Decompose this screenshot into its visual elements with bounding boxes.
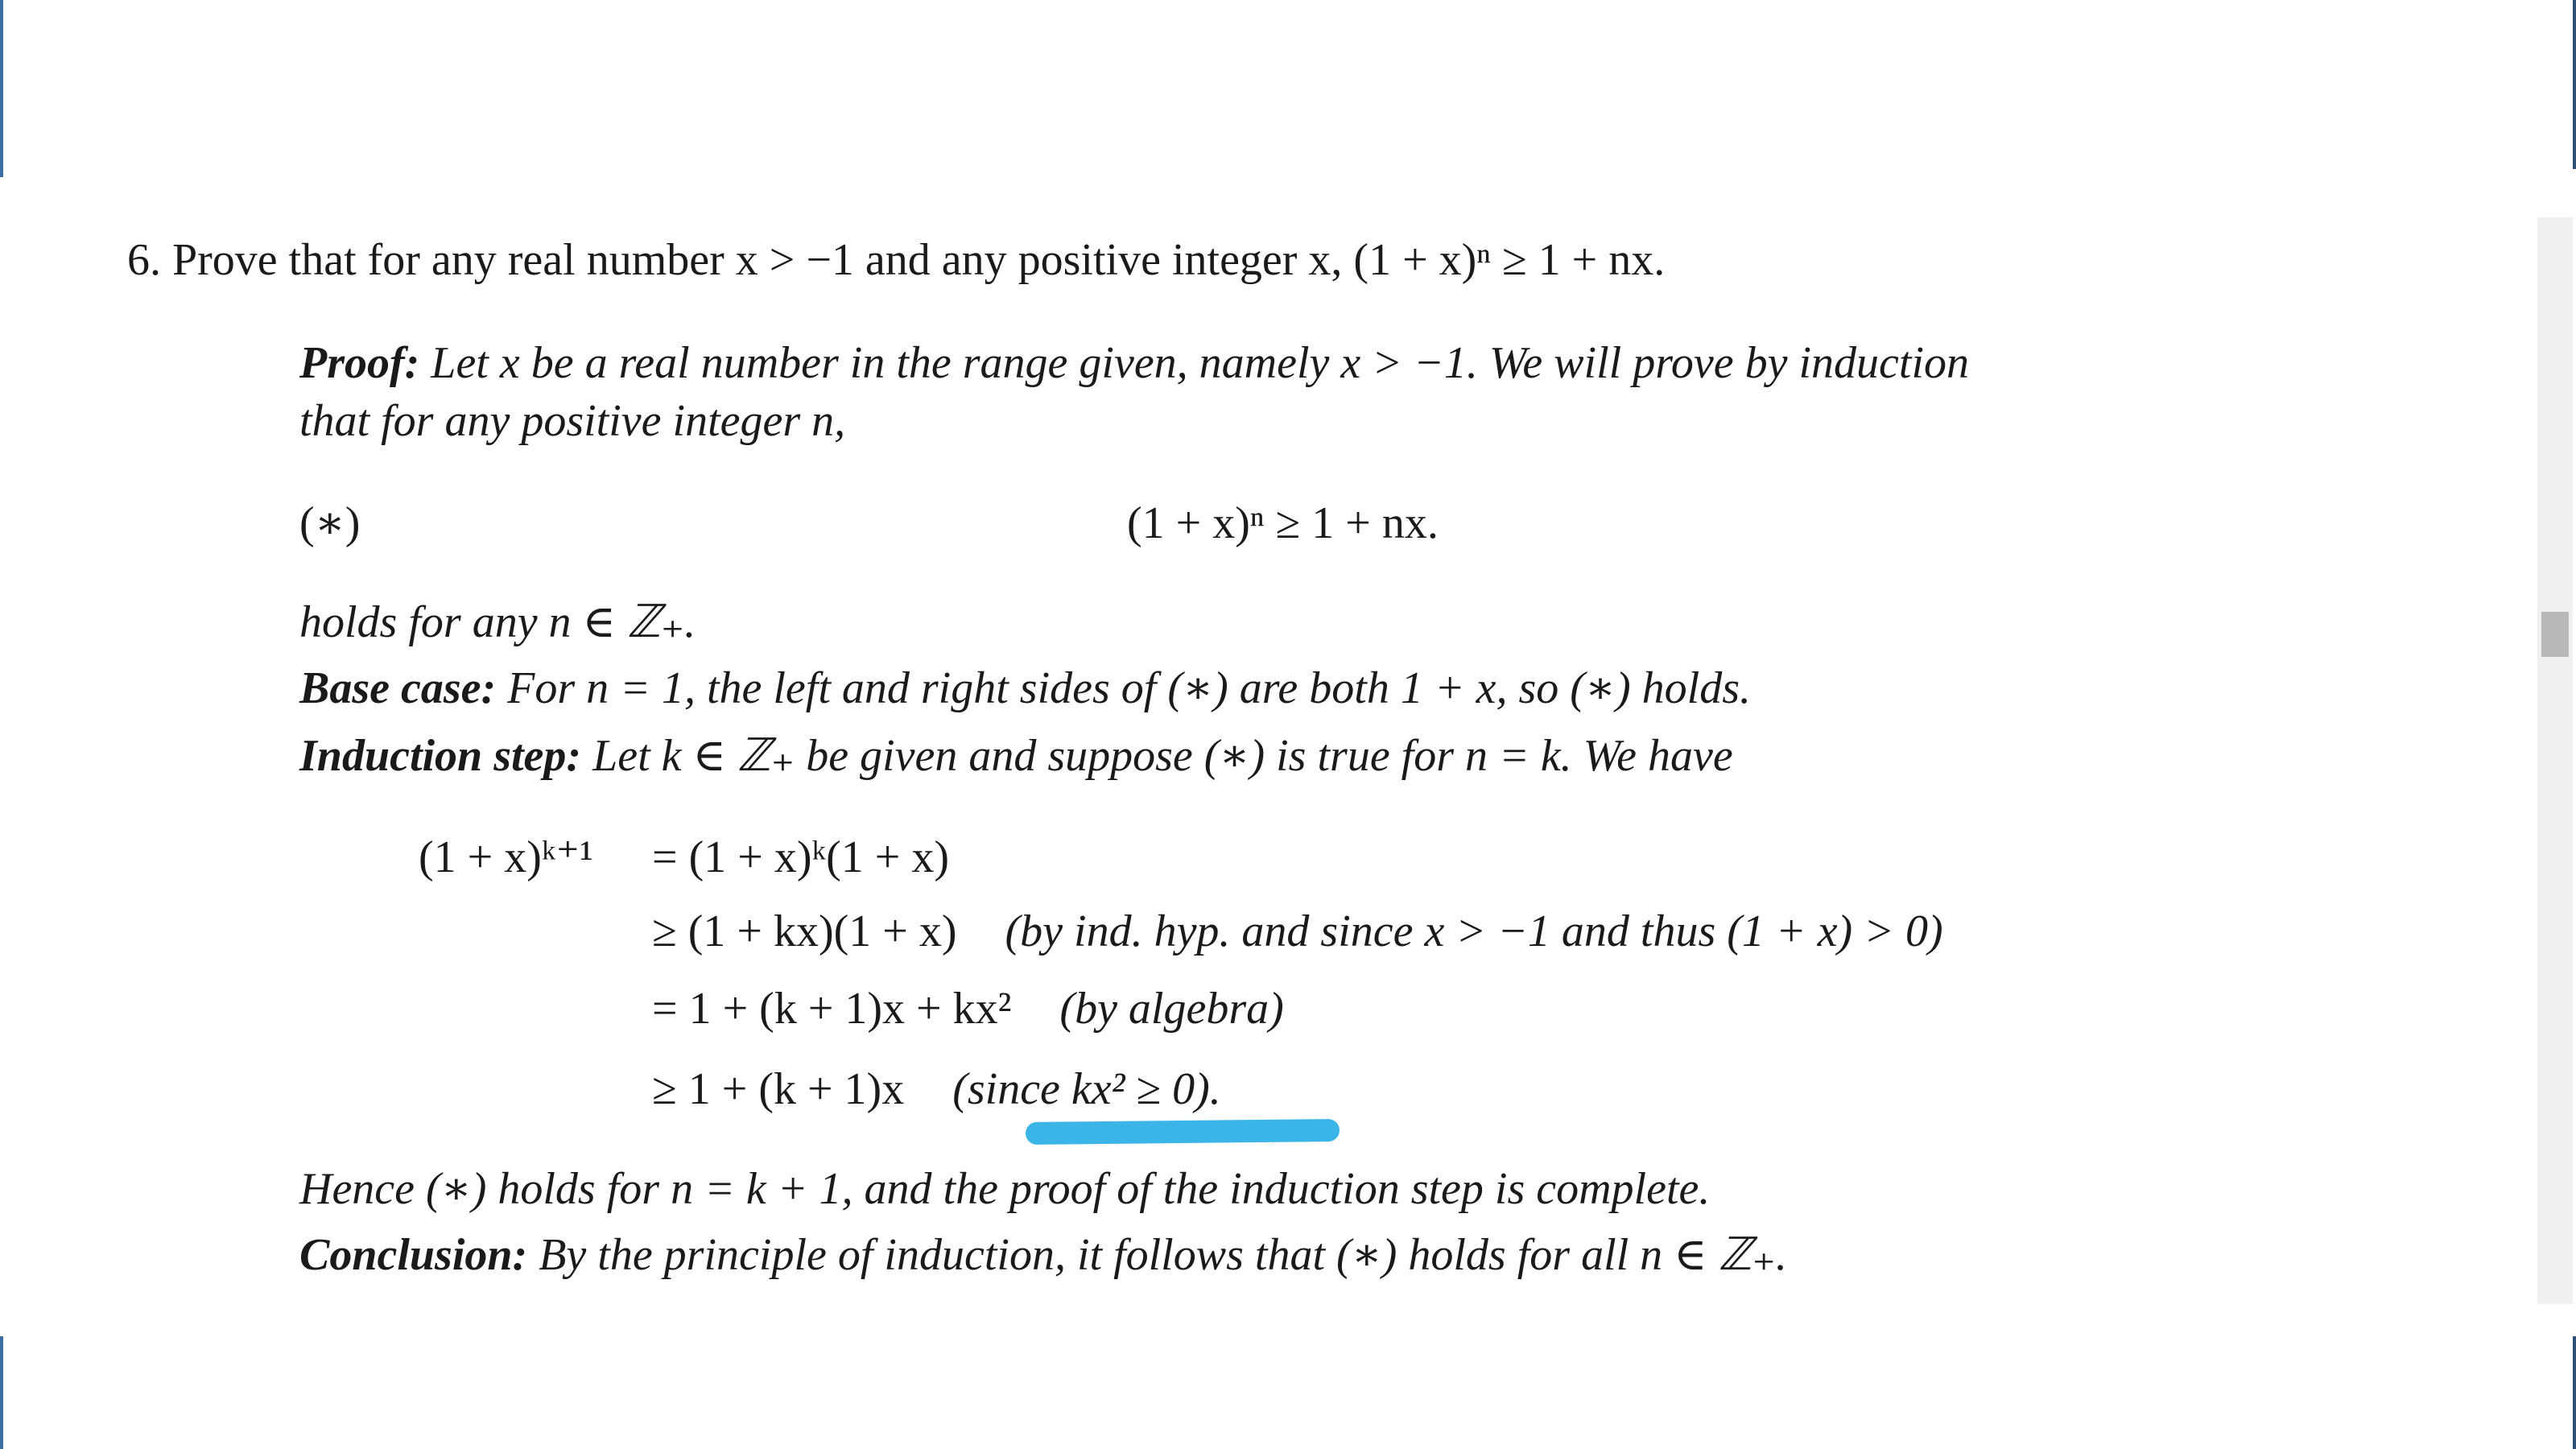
window-edge-right [2573,0,2576,169]
proof-label: Proof: [299,338,420,388]
display-equation: (1 + x)ⁿ ≥ 1 + nx. [1127,498,1439,548]
induction-step-label: Induction step: [299,731,582,781]
derivation-row [652,1063,1221,1116]
problem-statement: 6. Prove that for any real number x > −1 and any positive integer x, (1 + x)ⁿ ≥ 1 + nx. [127,235,1666,285]
window-edge-right-bottom [2573,1336,2576,1449]
derivation-expr: ≥ (1 + kx)(1 + x) [652,906,957,956]
equation-label: (∗) [299,498,361,548]
hence-line: Hence (∗) holds for n = k + 1, and the proof of the induction step is complete. [299,1164,1711,1214]
base-case-label: Base case: [299,663,497,713]
conclusion-label: Conclusion: [299,1230,528,1280]
derivation-justification: (by ind. hyp. and since x > −1 and thus (1 + x) > 0) [1005,906,1943,956]
derivation-row [652,905,1943,958]
proof-line-2: that for any positive integer n, [299,396,846,446]
holds-line: holds for any n ∈ ℤ₊. [299,597,696,647]
derivation-lhs: (1 + x)ᵏ⁺¹ [419,832,593,882]
derivation-expr: = 1 + (k + 1)x + kx² [652,984,1012,1034]
conclusion-text: By the principle of induction, it follows that (∗) holds for all n ∈ ℤ₊. [539,1230,1787,1280]
conclusion [299,1228,1787,1282]
induction-step [299,729,1733,782]
proof-text-1: Let x be a real number in the range given, namely x > −1. We will prove by induction [431,338,1970,388]
vertical-scrollbar[interactable] [2537,217,2573,1304]
scrollbar-thumb[interactable] [2541,612,2569,657]
base-case [299,662,1751,715]
derivation-justification: (since kx² ≥ 0). [952,1064,1221,1114]
derivation-row [652,831,949,884]
derivation-justification: (by algebra) [1059,984,1284,1034]
highlighter-mark [1026,1119,1340,1145]
base-case-text: For n = 1, the left and right sides of (∗) are both 1 + x, so (∗) holds. [507,663,1751,713]
derivation-expr: = (1 + x)ᵏ(1 + x) [652,832,950,882]
derivation-row [652,982,1284,1035]
induction-step-text: Let k ∈ ℤ₊ be given and suppose (∗) is true for n = k. We have [592,731,1733,781]
derivation-expr: ≥ 1 + (k + 1)x [652,1064,905,1114]
proof-line-1 [299,336,1969,390]
